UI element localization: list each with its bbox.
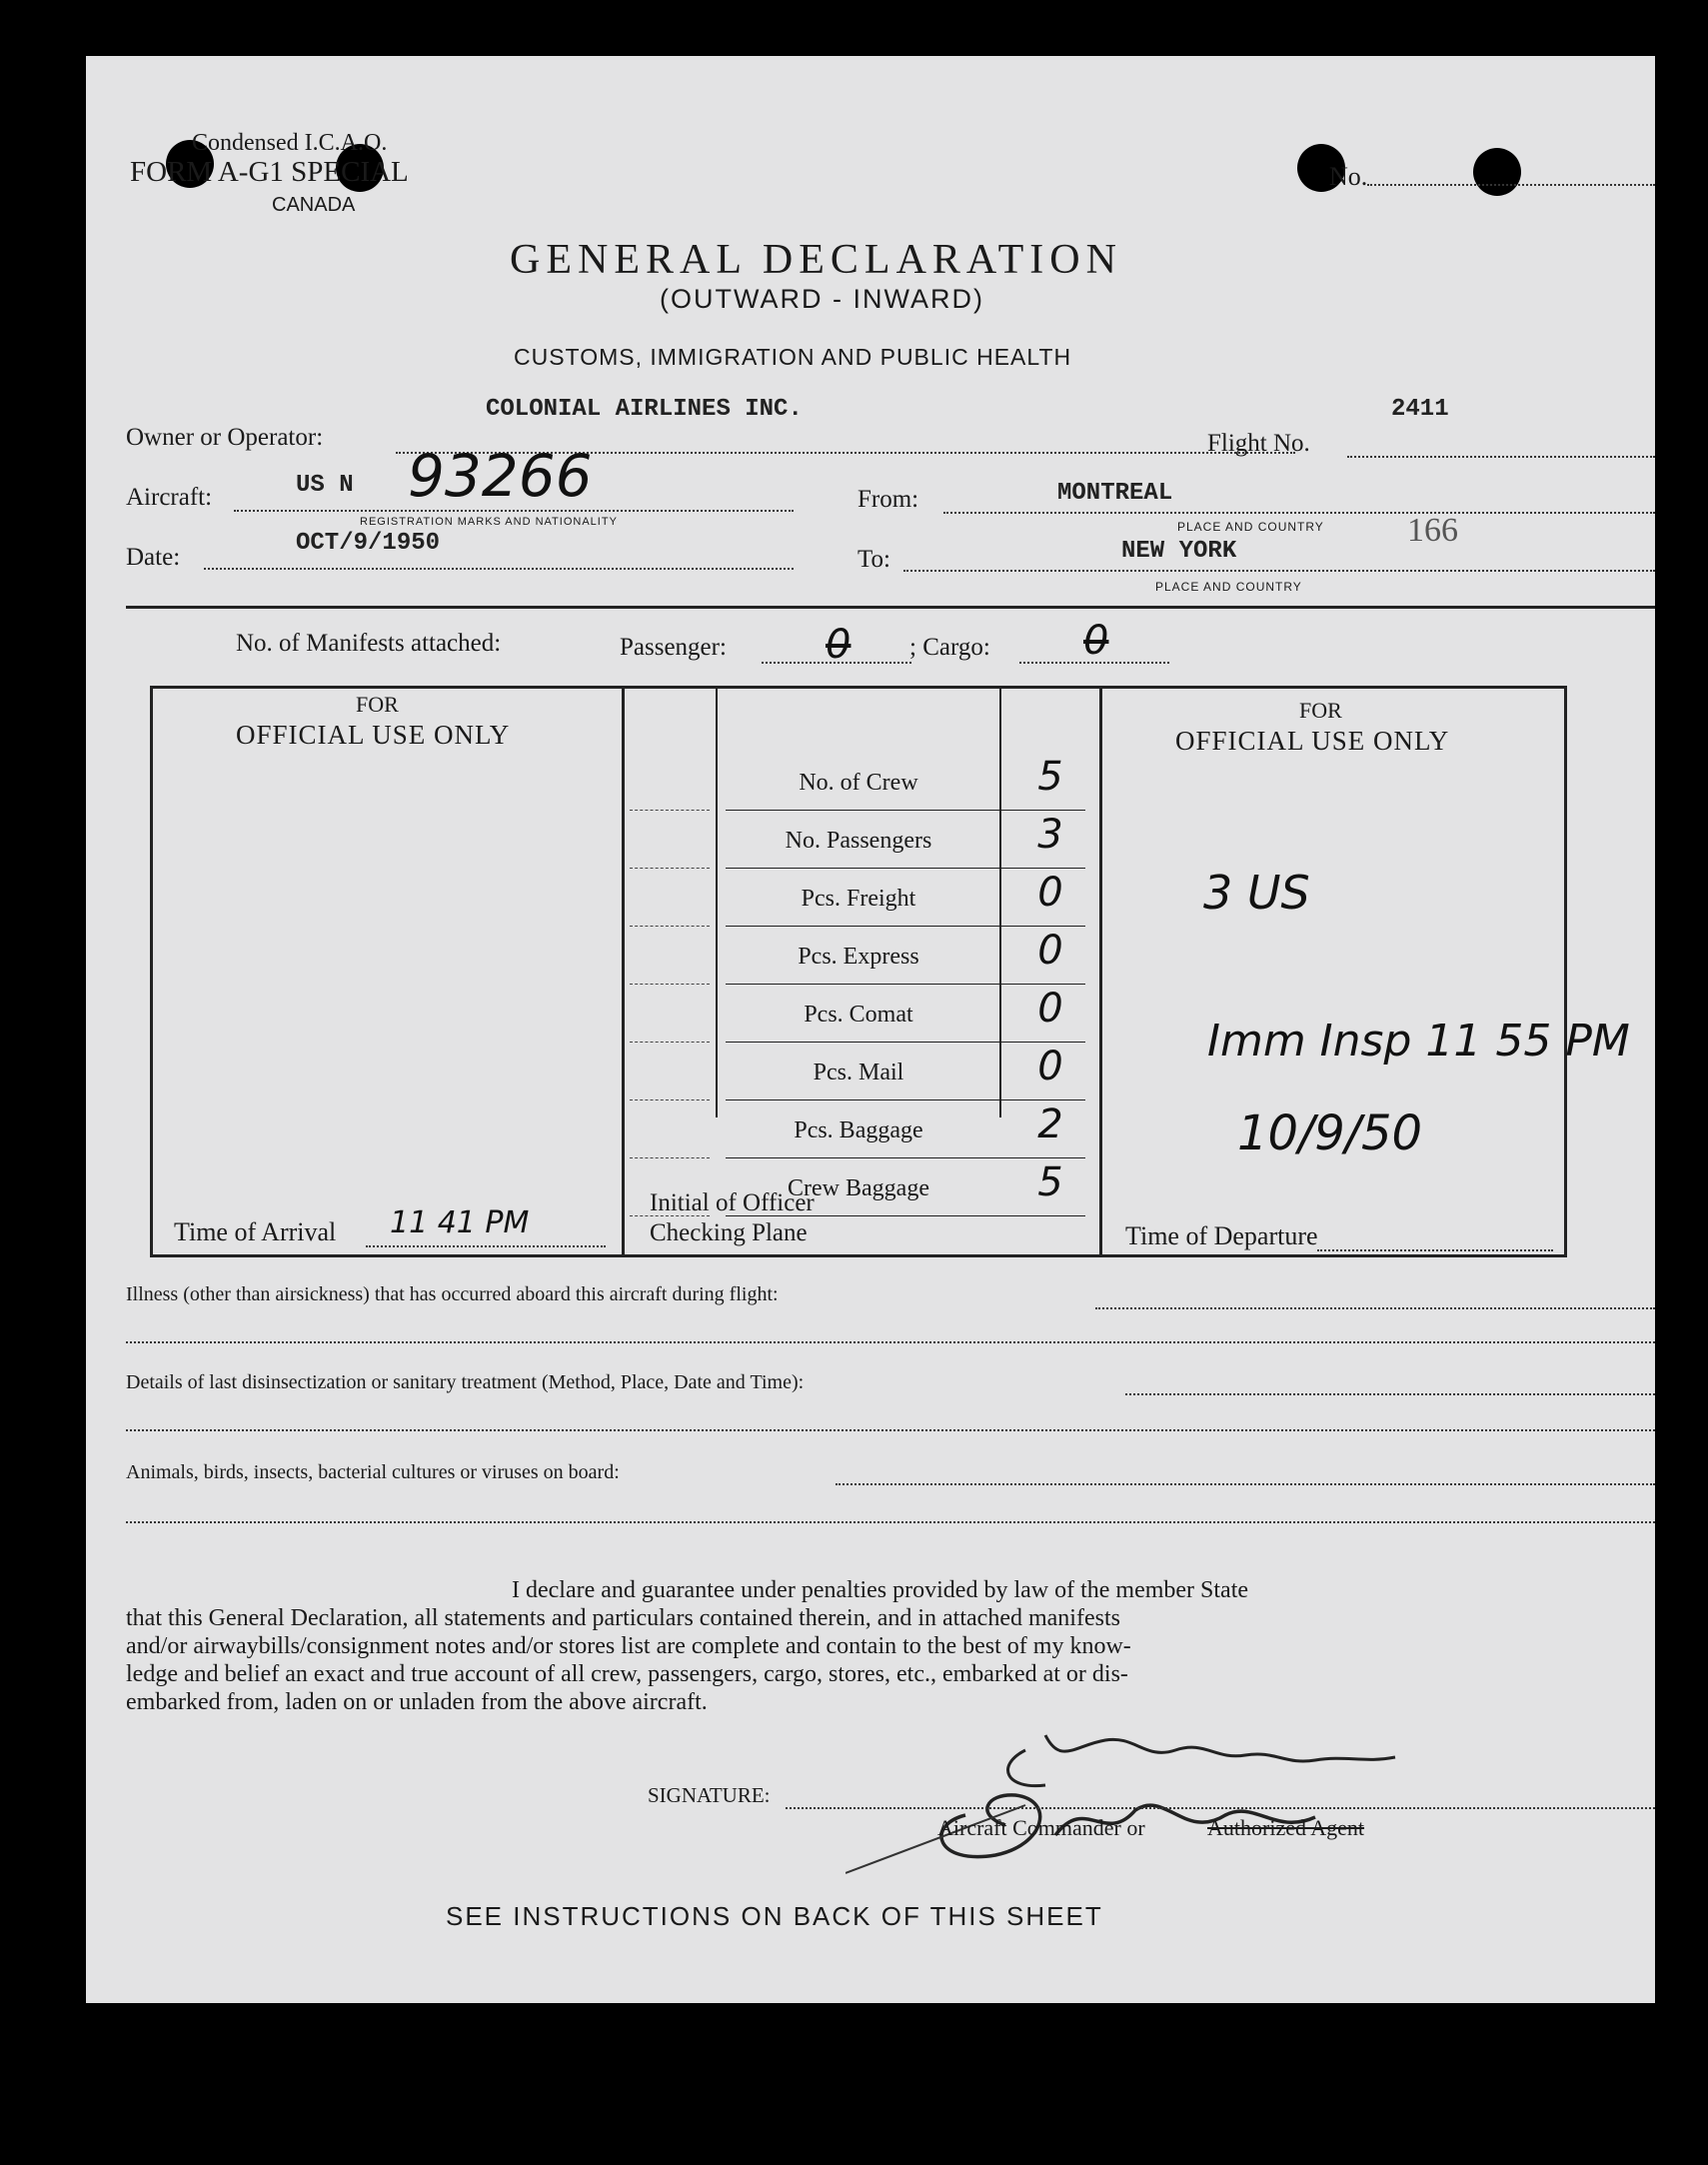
header-divider bbox=[126, 606, 1655, 609]
row-rule-7 bbox=[726, 1157, 1085, 1158]
animals-line-1 bbox=[836, 1483, 1655, 1485]
arrival-label: Time of Arrival bbox=[174, 1217, 337, 1246]
row-value-4: 0 bbox=[1037, 928, 1063, 974]
declaration-line-1: I declare and guarantee under penalties provided by law of the member State bbox=[512, 1577, 1249, 1603]
row-blank-rule-6 bbox=[630, 1099, 710, 1100]
animals-line-2 bbox=[126, 1521, 1655, 1523]
row-value-6: 0 bbox=[1037, 1044, 1063, 1089]
form-number-label: No. bbox=[1329, 162, 1368, 191]
form-label: FORM A-G1 SPECIAL bbox=[130, 156, 409, 188]
aircraft-label: Aircraft: bbox=[126, 484, 213, 511]
left-official-label: OFFICIAL USE ONLY bbox=[236, 720, 511, 750]
declaration-line-3: and/or airwaybills/consignment notes and/or stores list are complete and contain to the best of my know- bbox=[126, 1633, 1131, 1659]
to-label: To: bbox=[857, 546, 890, 573]
aircraft-prefix: US N bbox=[296, 472, 354, 499]
commander-label: Aircraft Commander or bbox=[937, 1815, 1145, 1840]
row-value-1: 5 bbox=[1037, 754, 1063, 800]
row-blank-rule-5 bbox=[630, 1042, 710, 1043]
disinsect-line-2 bbox=[126, 1429, 1655, 1431]
flight-line bbox=[1347, 456, 1655, 458]
row-blank-rule-1 bbox=[630, 810, 710, 811]
row-blank-rule-3 bbox=[630, 926, 710, 927]
manifests-label: No. of Manifests attached: bbox=[236, 630, 502, 657]
initial-label-2: Checking Plane bbox=[650, 1219, 808, 1246]
table-divider-1 bbox=[622, 688, 625, 1255]
row-value-7: 2 bbox=[1037, 1101, 1063, 1147]
to-caption: PLACE AND COUNTRY bbox=[1155, 580, 1302, 594]
animals-label: Animals, birds, insects, bacterial cultures or viruses on board: bbox=[126, 1461, 620, 1483]
row-rule-3 bbox=[726, 926, 1085, 927]
date-value: OCT/9/1950 bbox=[296, 530, 441, 557]
condensed-label: Condensed I.C.A.O. bbox=[192, 130, 388, 156]
row-label-4: Pcs. Express bbox=[798, 944, 919, 970]
left-for-label: FOR bbox=[356, 692, 399, 717]
cargo-line bbox=[1019, 662, 1169, 664]
commander-signature bbox=[846, 1705, 1485, 1875]
page-title: GENERAL DECLARATION bbox=[510, 237, 1122, 283]
arrival-value: 11 41 PM bbox=[390, 1205, 530, 1240]
initial-label-1: Initial of Officer bbox=[650, 1189, 815, 1216]
declaration-line-2: that this General Declaration, all statements and particulars contained therein, and in attached manifests bbox=[126, 1605, 1120, 1631]
from-label: From: bbox=[857, 486, 919, 513]
official-note-inspection: Imm Insp 11 55 PM bbox=[1207, 1016, 1630, 1067]
row-blank-rule-4 bbox=[630, 984, 710, 985]
form-number-line bbox=[1367, 184, 1655, 186]
row-label-6: Pcs. Mail bbox=[813, 1060, 904, 1085]
official-note-date: 10/9/50 bbox=[1237, 1105, 1423, 1161]
row-value-3: 0 bbox=[1037, 870, 1063, 916]
row-rule-6 bbox=[726, 1099, 1085, 1100]
illness-label: Illness (other than airsickness) that has occurred aboard this aircraft during flight: bbox=[126, 1283, 779, 1305]
flight-label: Flight No. bbox=[1207, 430, 1310, 457]
cargo-value: 0 bbox=[1083, 618, 1109, 664]
arrival-line bbox=[366, 1245, 606, 1247]
date-line bbox=[204, 568, 794, 570]
row-rule-4 bbox=[726, 984, 1085, 985]
from-caption: PLACE AND COUNTRY bbox=[1177, 520, 1324, 534]
right-official-label: OFFICIAL USE ONLY bbox=[1175, 726, 1450, 756]
declaration-form bbox=[86, 56, 1655, 2003]
declaration-line-4: ledge and belief an exact and true account of all crew, passengers, cargo, stores, etc., embarked at or dis- bbox=[126, 1661, 1128, 1687]
owner-value: COLONIAL AIRLINES INC. bbox=[486, 396, 803, 423]
flight-value: 2411 bbox=[1391, 396, 1449, 423]
cargo-label: ; Cargo: bbox=[909, 634, 990, 661]
signature-line bbox=[786, 1807, 1655, 1809]
declaration-line-5: embarked from, laden on or unladen from the above aircraft. bbox=[126, 1689, 708, 1715]
country-label: CANADA bbox=[272, 194, 356, 216]
from-line bbox=[943, 512, 1655, 514]
signature-label: SIGNATURE: bbox=[648, 1783, 771, 1807]
from-value: MONTREAL bbox=[1057, 480, 1173, 507]
stamp-number: 166 bbox=[1407, 512, 1458, 549]
aircraft-caption: REGISTRATION MARKS AND NATIONALITY bbox=[360, 516, 618, 528]
disinsect-line-1 bbox=[1125, 1393, 1655, 1395]
page-subheading: CUSTOMS, IMMIGRATION AND PUBLIC HEALTH bbox=[514, 344, 1072, 370]
page-subtitle: (OUTWARD - INWARD) bbox=[660, 284, 984, 314]
departure-label: Time of Departure bbox=[1125, 1221, 1318, 1250]
row-label-3: Pcs. Freight bbox=[801, 886, 916, 912]
row-value-2: 3 bbox=[1037, 812, 1063, 858]
to-value: NEW YORK bbox=[1121, 538, 1237, 565]
table-divider-2 bbox=[716, 688, 718, 1117]
row-value-8: 5 bbox=[1037, 1159, 1063, 1205]
date-label: Date: bbox=[126, 544, 181, 571]
aircraft-number: 93266 bbox=[408, 442, 593, 510]
row-label-2: No. Passengers bbox=[785, 828, 932, 854]
row-rule-5 bbox=[726, 1042, 1085, 1043]
right-for-label: FOR bbox=[1299, 698, 1342, 723]
row-rule-2 bbox=[726, 868, 1085, 869]
to-line bbox=[903, 570, 1655, 572]
row-label-7: Pcs. Baggage bbox=[794, 1117, 923, 1143]
table-divider-4 bbox=[1099, 688, 1102, 1255]
official-note-count: 3 US bbox=[1203, 866, 1310, 920]
owner-label: Owner or Operator: bbox=[126, 424, 324, 451]
illness-line-2 bbox=[126, 1341, 1655, 1343]
row-label-5: Pcs. Comat bbox=[804, 1002, 913, 1028]
row-value-5: 0 bbox=[1037, 986, 1063, 1032]
table-divider-3 bbox=[999, 688, 1001, 1117]
aircraft-line bbox=[234, 510, 794, 512]
departure-line bbox=[1317, 1249, 1553, 1251]
row-label-1: No. of Crew bbox=[799, 770, 918, 796]
punch-hole-4 bbox=[1473, 148, 1521, 196]
disinsect-label: Details of last disinsectization or sanitary treatment (Method, Place, Date and Time): bbox=[126, 1371, 805, 1393]
instructions-footer: SEE INSTRUCTIONS ON BACK OF THIS SHEET bbox=[446, 1901, 1103, 1931]
passenger-line bbox=[762, 662, 911, 664]
illness-line-1 bbox=[1095, 1307, 1655, 1309]
row-blank-rule-7 bbox=[630, 1157, 710, 1158]
passenger-label: Passenger: bbox=[620, 634, 727, 661]
row-rule-1 bbox=[726, 810, 1085, 811]
row-blank-rule-2 bbox=[630, 868, 710, 869]
agent-label: Authorized Agent bbox=[1207, 1815, 1365, 1840]
row-label-8: Crew Baggage bbox=[788, 1175, 929, 1201]
passenger-value: 0 bbox=[826, 622, 852, 668]
